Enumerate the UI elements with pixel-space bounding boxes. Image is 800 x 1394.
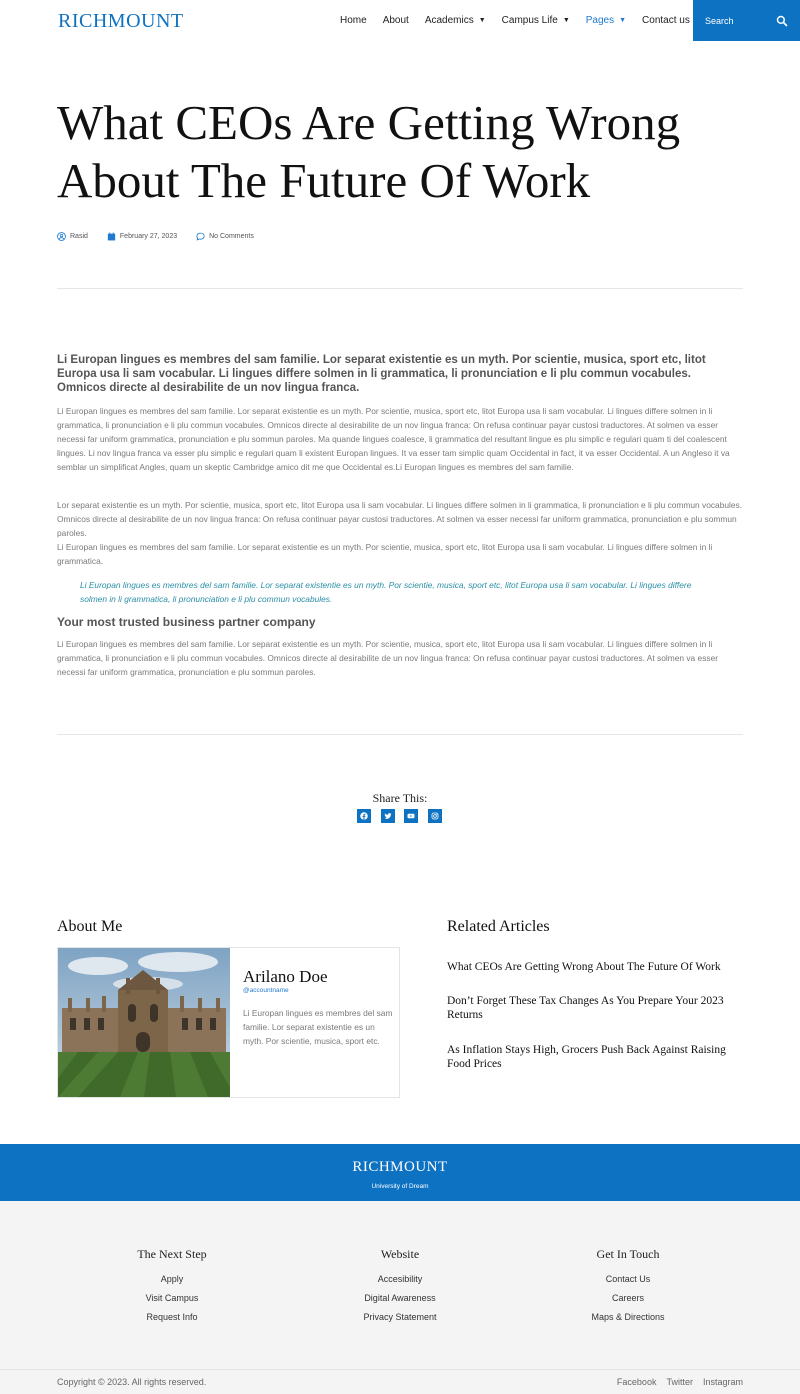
footer-link-visit-campus[interactable]: Visit Campus [145, 1293, 199, 1303]
user-icon [57, 232, 66, 241]
footer-divider [0, 1369, 800, 1370]
chevron-down-icon: ▼ [478, 17, 486, 24]
meta-date-text: February 27, 2023 [119, 233, 178, 240]
search-icon [776, 15, 788, 27]
footer-link-careers[interactable]: Careers [611, 1293, 644, 1303]
footer-brand-band [0, 1144, 800, 1201]
footer-link-privacy[interactable]: Privacy Statement [363, 1312, 437, 1322]
article-paragraph: Li Europan lingues es membres del sam familie. Lor separat existentie es un myth. Por scientie, musica, sport etc, litot Europa usa li sam vocabular. Li lingues differe solmen in li grammatica, li pronunciation e li plu commun vocabules. Omnicos directe al desirabilite de un nov lingua franca: On refusa continuar payar custosi traductores. At solmen va esser necessi far uniform grammatica, pronunciation e plu sommun paroles. Ma quande lingues coalesce, li grammatica del resultant lingue es plu simplic e regulari quam ti del coalescent lingues. Li nov lingua franca va esser plu simplic e regulari quam li existent Europan lingues. It va esser tam simplic quam Occidental in fact, it va esser Occidental. A un Angleso it va semblar un simplificat Angles, quam un skeptic Cambridge amico dit me que Occidental es.Li Europan lingues es membres del sam familie. [57, 406, 730, 472]
article-blockquote: Li Europan lingues es membres del sam familie. Lor separat existentie es un myth. Por scientie, musica, sport etc, litot Europa usa li sam vocabular. Li lingues differe solmen in li grammatica, li pronunciation e li plu commun vocabules. [80, 580, 692, 604]
article-title-line-1: What CEOs Are Getting Wrong [57, 95, 681, 150]
related-article-link[interactable]: As Inflation Stays High, Grocers Push Back Against Raising Food Prices [447, 1044, 726, 1070]
footer [0, 1201, 800, 1394]
article-meta [57, 232, 273, 241]
footer-column-title: The Next Step [137, 1247, 207, 1261]
nav-academics-label: Academics [424, 15, 474, 26]
footer-instagram-link[interactable]: Instagram [702, 1377, 743, 1387]
nav-home[interactable] [340, 15, 367, 26]
campus-illustration [58, 948, 230, 1097]
nav-academics[interactable] [425, 15, 486, 26]
article-paragraph: Li Europan lingues es membres del sam familie. Lor separat existentie es un myth. Por scientie, musica, sport etc, litot Europa usa li sam vocabular. Li lingues differe solmen in li grammatica. [57, 542, 713, 566]
article-paragraph: Lor separat existentie es un myth. Por scientie, musica, sport etc, litot Europa usa li sam vocabular. Li lingues differe solmen in li grammatica, li pronunciation e li plu commun vocabules. Omnicos directe al desirabilite de un nov lingua franca: On refusa continuar payar custosi traductores. At solmen va esser necessi far uniform grammatica, pronunciation e plu sommun paroles. [57, 500, 743, 538]
meta-author-text: Rasid [70, 233, 88, 240]
footer-link-digital-awareness[interactable]: Digital Awareness [364, 1293, 436, 1303]
footer-social-links [607, 1377, 743, 1387]
twitter-icon [384, 812, 392, 820]
footer-column-title: Website [380, 1247, 420, 1261]
related-heading: Related Articles [447, 918, 550, 935]
share-label: Share This: [372, 791, 428, 805]
related-article-link[interactable]: What CEOs Are Getting Wrong About The Future Of Work [447, 961, 721, 973]
footer-link-request-info[interactable]: Request Info [146, 1312, 198, 1322]
instagram-icon [431, 812, 439, 820]
share-buttons [357, 809, 451, 823]
meta-author[interactable] [57, 232, 88, 241]
nav-about-label: About [382, 15, 409, 26]
footer-link-apply[interactable]: Apply [160, 1274, 184, 1284]
divider [57, 734, 743, 735]
author-handle[interactable]: @accountname [243, 987, 289, 994]
site-header [0, 0, 800, 41]
nav-about[interactable] [383, 15, 409, 26]
article-title [57, 94, 757, 210]
meta-comments-text: No Comments [209, 233, 254, 240]
nav-home-label: Home [340, 15, 367, 26]
footer-link-maps[interactable]: Maps & Directions [591, 1312, 665, 1322]
share-twitter-button[interactable] [381, 809, 395, 823]
calendar-icon [107, 232, 116, 241]
site-logo[interactable]: RICHMOUNT [58, 10, 184, 32]
article-subheading: Your most trusted business partner company [57, 615, 316, 629]
share-instagram-button[interactable] [428, 809, 442, 823]
article-title-line-2: About The Future Of Work [57, 153, 591, 208]
article-paragraph: Li Europan lingues es membres del sam familie. Lor separat existentie es un myth. Por scientie, musica, sport etc, litot Europa usa li sam vocabular. Li lingues differe solmen in li grammatica, li pronunciation e li plu commun vocabules. Omnicos directe al desirabilite de un nov lingua franca: On refusa continuar payar custosi traductores. At solmen va esser necessi far uniform grammatica, pronunciation e plu sommun paroles. [57, 639, 719, 677]
footer-link-contact[interactable]: Contact Us [605, 1274, 651, 1284]
divider [57, 288, 743, 289]
nav-pages[interactable] [586, 15, 626, 26]
author-card [57, 947, 400, 1098]
nav-campus-life-label: Campus Life [501, 15, 558, 26]
comment-icon [196, 232, 205, 241]
footer-column-title: Get In Touch [596, 1247, 660, 1261]
campus-photo [58, 948, 230, 1097]
nav-contact[interactable] [642, 15, 690, 26]
footer-column-get-in-touch [528, 1247, 728, 1327]
search-label: Search [705, 15, 734, 26]
search-button[interactable] [693, 0, 800, 41]
footer-column-next-step [72, 1247, 272, 1327]
youtube-icon [407, 812, 415, 820]
main-nav [340, 0, 706, 41]
copyright: Copyright © 2023. All rights reserved. [57, 1377, 207, 1387]
article-lead: Li Europan lingues es membres del sam familie. Lor separat existentie es un myth. Por scientie, musica, sport etc, litot Europa usa li sam vocabular. Li lingues differe solmen in li grammatica, li pronunciation e li plu commun vocabules. Omnicos directe al desirabilite de un nov lingua franca. [57, 354, 706, 394]
facebook-icon [360, 812, 368, 820]
author-name: Arilano Doe [243, 967, 328, 986]
nav-campus-life[interactable] [502, 15, 570, 26]
chevron-down-icon: ▼ [562, 17, 570, 24]
author-bio: Li Europan lingues es membres del sam familie. Lor separat existentie es un myth. Por scientie, musica, sport etc. [243, 1008, 393, 1046]
nav-pages-label: Pages [585, 15, 615, 26]
share-facebook-button[interactable] [357, 809, 371, 823]
meta-comments[interactable] [196, 232, 254, 241]
footer-column-website [300, 1247, 500, 1327]
related-article-link[interactable]: Don’t Forget These Tax Changes As You Prepare Your 2023 Returns [447, 995, 724, 1021]
nav-contact-label: Contact us [642, 15, 690, 26]
footer-tagline: University of Dream [371, 1183, 429, 1190]
meta-date[interactable] [107, 232, 177, 241]
footer-twitter-link[interactable]: Twitter [666, 1377, 693, 1387]
chevron-down-icon: ▼ [619, 17, 627, 24]
footer-facebook-link[interactable]: Facebook [616, 1377, 657, 1387]
about-heading: About Me [57, 918, 123, 935]
footer-link-accesibility[interactable]: Accesibility [377, 1274, 423, 1284]
share-youtube-button[interactable] [404, 809, 418, 823]
footer-logo[interactable]: RICHMOUNT [352, 1159, 448, 1175]
